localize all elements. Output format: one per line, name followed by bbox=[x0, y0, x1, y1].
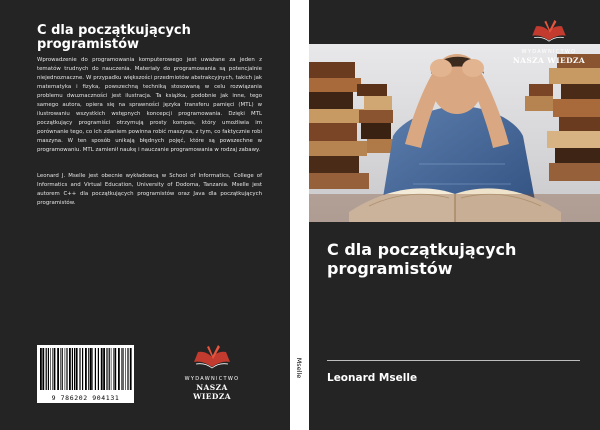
barcode-bar bbox=[52, 348, 53, 390]
barcode-bar bbox=[101, 348, 103, 390]
barcode-bars bbox=[39, 348, 132, 390]
barcode-number: 9 786202 904131 bbox=[51, 394, 120, 402]
barcode-bar bbox=[128, 348, 129, 390]
front-cover bbox=[309, 0, 600, 430]
barcode-bar bbox=[42, 348, 44, 390]
barcode-bar bbox=[127, 348, 128, 390]
barcode-bar bbox=[54, 348, 56, 390]
title-divider bbox=[327, 360, 580, 361]
barcode-bar bbox=[66, 348, 67, 390]
barcode-bar bbox=[65, 348, 66, 390]
barcode-bar bbox=[82, 348, 83, 390]
barcode-bar bbox=[76, 348, 78, 390]
publisher-logo-front bbox=[509, 18, 589, 65]
barcode-bar bbox=[57, 348, 59, 390]
barcode-bar bbox=[85, 348, 87, 390]
barcode-bar bbox=[62, 348, 63, 390]
spine-author: Mselle bbox=[295, 357, 303, 379]
barcode-bar bbox=[50, 348, 51, 390]
barcode-bar bbox=[111, 348, 112, 390]
barcode-bar bbox=[118, 348, 120, 390]
barcode-bar bbox=[103, 348, 105, 390]
barcode-bar bbox=[92, 348, 93, 390]
isbn-barcode bbox=[37, 345, 134, 403]
book-title: C dla początkujących programistów bbox=[327, 240, 517, 278]
barcode-bar bbox=[48, 348, 49, 390]
barcode-bar bbox=[88, 348, 89, 390]
barcode-bar bbox=[72, 348, 73, 390]
publisher-name: NASZA WIEDZA bbox=[512, 56, 586, 65]
barcode-bar bbox=[121, 348, 122, 390]
back-cover-title: C dla początkujących programistów bbox=[37, 23, 191, 52]
barcode-bar bbox=[125, 348, 126, 390]
barcode-bar bbox=[98, 348, 99, 390]
barcode-bar bbox=[122, 348, 123, 390]
publisher-book-icon bbox=[529, 18, 569, 44]
barcode-bar bbox=[60, 348, 61, 390]
barcode-bar bbox=[69, 348, 71, 390]
book-author: Leonard Mselle bbox=[327, 372, 418, 384]
barcode-bar bbox=[79, 348, 80, 390]
barcode-bar bbox=[67, 348, 68, 390]
barcode-bar bbox=[114, 348, 116, 390]
barcode-bar bbox=[46, 348, 47, 390]
barcode-bar bbox=[106, 348, 107, 390]
barcode-bar bbox=[113, 348, 114, 390]
barcode-bar bbox=[109, 348, 110, 390]
publisher-name: NASZA WIEDZA bbox=[193, 383, 231, 401]
back-cover bbox=[0, 0, 290, 430]
publisher-label: WYDAWNICTWO bbox=[184, 376, 240, 382]
barcode-bar bbox=[95, 348, 96, 390]
publisher-label: WYDAWNICTWO bbox=[521, 49, 577, 55]
publisher-logo-back bbox=[176, 343, 248, 401]
spine bbox=[290, 0, 309, 430]
barcode-bar bbox=[130, 348, 132, 390]
cover-photo-student-with-books bbox=[309, 44, 600, 222]
publisher-book-icon bbox=[192, 343, 232, 371]
author-bio: Leonard J. Mselle jest obecnie wykładowcą w School of Informatics, College of Informatics and Virtual Education, University of Dodoma, Tanzania. Mselle jest autorem C++ dla początkujących programistów oraz Java dla początkujących programistów. bbox=[37, 173, 262, 206]
back-cover-blurb: Wprowadzenie do programowania komputerowego jest uważane za jeden z tematów trudnych do nauczenia. Materiały do programowania są potencjalnie niejednoznaczne. W przypadku większości przedmiotów abstrakcyjnych, takich jak matematyka i fizyka, powszechną techniką stosowaną w celu rozwiązania problemu dwuznaczności jest ilustracja. Ta książka, podobnie jak inne, tego samego autora, opiera się na sprawności języka transferu pamięci (MTL) w ilustrowaniu wszystkich wstępnych koncepcji programowania. Dzięki MTL początkujący programiści otrzymują prosty kompas, który umożliwia im porównanie tego, co ich zdaniem powinna robić maszyna, z tym, co faktycznie robi maszyna. W ten sposób unikają błędnych pojęć, które są powszechne w programowaniu. MTL zamienił naukę i nauczanie programowania w rodzaj zabawy. bbox=[37, 57, 262, 153]
barcode-bar bbox=[74, 348, 75, 390]
barcode-bar bbox=[90, 348, 92, 390]
barcode-bar bbox=[40, 348, 42, 390]
